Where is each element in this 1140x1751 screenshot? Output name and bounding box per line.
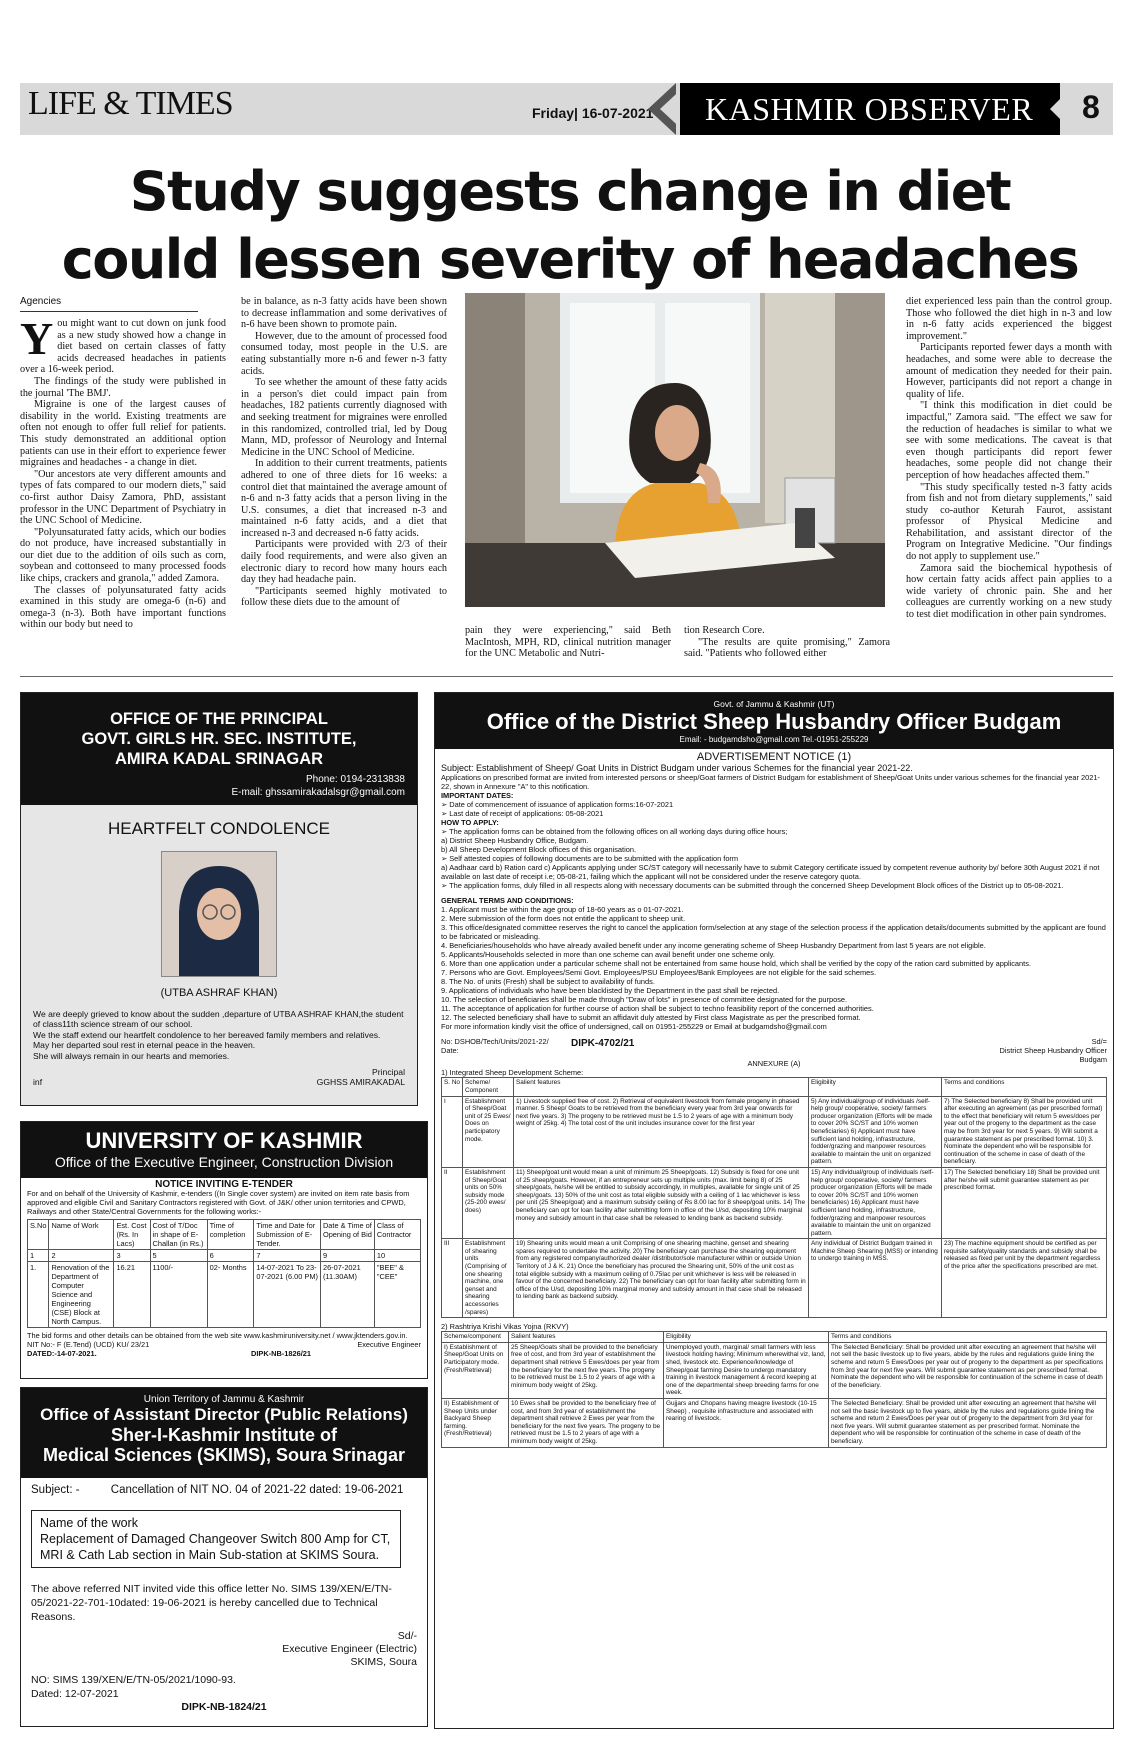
work-box — [31, 1510, 401, 1568]
university-subtitle: Office of the Executive Engineer, Construction Division — [54, 1154, 394, 1170]
table-cell: 10 Ewes shall be provided to the beneficiary free of cost, and from 3rd year of establishment the department shall retrieve 2 Ewes per year from the beneficiary for the next five years. The progeny to be retrieved must be 1.5 to 2 years of age with a minimum body weight of 25kg. — [509, 1398, 664, 1447]
skims-name-2: Medical Sciences (SKIMS), Soura Srinagar — [42, 1445, 406, 1465]
letter-number: NO: SIMS 139/XEN/E/TN-05/2021/1090-93. — [31, 1674, 236, 1686]
line: IMPORTANT DATES: — [441, 791, 514, 801]
person-portrait-icon — [162, 852, 276, 976]
dipk-number: DIPK-NB-1824/21 — [181, 1701, 267, 1713]
tender-date: DATED:-14-07-2021. — [27, 1349, 97, 1358]
paragraph: "Our ancestors ate very different amounts and types of fats compared to our modern diets," said co-first author Daisy Zamora, PhD, assistant professor in the UNC Department of Psychiatry in the UNC School of Medicine. — [20, 468, 226, 527]
table-header: Class of Contractor — [374, 1220, 420, 1250]
sign-office: Budgam — [1079, 1055, 1107, 1065]
terms — [441, 896, 1107, 1031]
paragraph: diet experienced less pain than the control group. Those who followed the diet high in n-3 and low in n-6 fatty acids experienced the biggest improvement." — [906, 296, 1112, 342]
paragraph: We the staff extend our heartfelt condolence to her bereaved family members and relatives. — [33, 1029, 381, 1040]
term: 10. The selection of beneficiaries shall be made through "Draw of lots" in presence of committee designated for the purpose. — [441, 995, 848, 1005]
sign-office: GGHSS AMIRAKADAL — [316, 1077, 405, 1088]
skims-cancellation-ad — [20, 1387, 428, 1727]
table-cell: 26-07-2021 (11.30AM) — [320, 1262, 374, 1328]
table-cell: 3 — [114, 1250, 150, 1262]
table-header: Salient features — [509, 1332, 664, 1343]
headline-line-2: could lessen severity of headaches — [61, 228, 1079, 291]
scheme-2-table — [441, 1331, 1107, 1447]
paragraph: tion Research Core. — [684, 625, 765, 636]
table-header: Cost of T/Doc in shape of E-Challan (in Rs.) — [150, 1220, 207, 1250]
article-photo — [465, 293, 885, 607]
sheep-husbandry-ad — [434, 692, 1114, 1729]
paragraph: "The results are quite promising," Zamora said. "Patients who followed either — [684, 636, 890, 660]
article-column-3b — [684, 625, 890, 660]
office-location: AMIRA KADAL SRINAGAR — [114, 750, 324, 768]
term: For more information kindly visit the office of undersigned, call on 01951-255229 or Email at budgamdsho@gmail.com — [441, 1022, 827, 1032]
table-header: Name of Work — [49, 1220, 114, 1250]
line: ➢ The application forms, duly filled in all respects along with necessary documents can be submitted through the concerned Sheep Development Block offices of the District up to 05-08-2021. — [441, 881, 1064, 891]
paragraph: The classes of polyunsaturated fatty acids examined in this study are omega-6 (n-6) and omega-3 (n-3). Both have important functions within our body but need to — [20, 584, 226, 631]
table-cell: "BEE" & "CEE" — [374, 1262, 420, 1328]
table-cell: Establishment of shearing units (Comprising of one shearing machine, one genset and shearing accessories /spares) — [463, 1239, 514, 1318]
tender-meta — [27, 1340, 421, 1349]
terms-title: GENERAL TERMS AND CONDITIONS: — [441, 896, 574, 906]
sign-title: District Sheep Husbandry Officer — [999, 1046, 1107, 1056]
sheep-office: Office of the District Sheep Husbandry Officer Budgam — [486, 709, 1062, 734]
term: 9. Applications of individuals who have been blacklisted by the Department in the past shall be rejected. — [441, 986, 780, 996]
paragraph: "I think this modification in diet could be impactful," Zamora said. "The effect we saw for the reduction of headaches is similar to what we see with some medications. The caveat is that even though participants did report fewer headaches, some people did not change their perception of how headaches affected them." — [906, 400, 1112, 481]
term: 7. Persons who are Govt. Employees/Semi Govt. Employees/PSU Employees/Bank Employees are not eligible for the said schemes. — [441, 968, 877, 978]
table-cell: 02- Months — [207, 1262, 254, 1328]
paragraph: "This study specifically tested n-3 fatty acids from fish and not from dietary supplements," said study co-author Keturah Faurot, assistant professor of Physical Medicine and Rehabilitation, and assistant director of the Program on Integrative Medicine. "Our findings do not apply to supplement use." — [906, 481, 1112, 563]
sign-office: SKIMS, Soura — [350, 1656, 417, 1668]
table-cell: The Selected Beneficiary: Shall be provided unit after executing an agreement that he/she will not sell the basic livestock up to five years, abide by the rules and regulations guide lining the scheme and return 5 Ewes/Does per year out of progeny to the department as per specifications from 3rd year for next five years. Will submit guarantee statement as per prescribed format. Nominate the dependent who will be responsible for continuation of the scheme in case of death of the beneficiary. — [829, 1342, 1107, 1398]
table-cell: 11) Sheep/goat unit would mean a unit of minimum 25 Sheep/goats. 12) Subsidy is fixed for one unit of 25 sheep/goats. However, if an entrepreneur sets up multiple units (max. limit being 8) of 25 sheep/goats, he/she will be entitled to subsidy accordingly, in multiples, available for single unit of 25 sheep/goats. 13) 50% of the unit cost as total eligible subsidy with a ceiling of 1 lac whichever is less per unit (25 Sheep/goat) and a maximum subsidy ceiling of Rs 8.00 lac for 8 sheep/goat units. 14) The beneficiary can opt for loan facility after submitting form in office of the U/sd, depositing 10% marginal money and subsidy amount in that case shall be released to lending bank as backend subsidy. — [514, 1167, 809, 1238]
paragraph: pain they were experiencing," said Beth MacIntosh, MPH, RD, clinical nutrition manager for the UNC Metabolic and Nutri- — [465, 625, 671, 660]
divider — [20, 311, 198, 312]
article-column-1 — [20, 313, 226, 631]
skims-body — [21, 1478, 427, 1719]
condolence-title: HEARTFELT CONDOLENCE — [108, 819, 330, 838]
table-cell: I) Establishment of Sheep/Goat Units on Participatory mode. (Fresh/Retrieval) — [442, 1342, 509, 1398]
annexure-title: ANNEXURE (A) — [747, 1059, 801, 1069]
article-column-2 — [241, 296, 447, 609]
paragraph: Zamora said the biochemical hypothesis of how certain fatty acids affect pain applies to a wide variety of chronic pain. She and her colleagues are currently working on a new study to test diet modification in other pain syndromes. — [906, 562, 1112, 621]
skims-signature — [31, 1630, 417, 1669]
deceased-name: (UTBA ASHRAF KHAN) — [160, 987, 278, 999]
order-number: No: DSHOB/Tech/Units/2021-22/ — [441, 1037, 549, 1047]
table-header: Salient features — [514, 1078, 809, 1096]
paragraph: May her departed soul rest in eternal peace in the heaven. — [33, 1040, 256, 1051]
paragraph: Participants reported fewer days a month with headaches, and some were able to decrease the amount of medication they needed for their pain. However, participants did not report a change in quality of life. — [906, 342, 1112, 400]
table-header: S.No — [28, 1220, 49, 1250]
skims-header — [21, 1388, 427, 1478]
table-header: S. No — [442, 1078, 463, 1096]
paragraph: To see whether the amount of these fatty acids in a person's diet could impact pain from headaches, 182 patients currently diagnosed with and seeking treatment for migraines were enrolled in this randomized, controlled trial, led by Doug Mann, MD, professor of Neurology and Internal Medicine in the UNC School of Medicine. — [241, 377, 447, 458]
table-header: Terms and conditions — [942, 1078, 1107, 1096]
table-row — [442, 1096, 1107, 1167]
table-header: Scheme/ Component — [463, 1078, 514, 1096]
table-cell: 14-07-2021 To 23-07-2021 (6.00 PM) — [254, 1262, 321, 1328]
table-cell: Establishment of Sheep/Goat unit of 25 Ewes/ Does on participatory mode. — [463, 1096, 514, 1167]
table-cell: Establishment of Sheep/Goat units on 50% subsidy mode (25-200 ewes/ does) — [463, 1167, 514, 1238]
work-title: Name of the work — [40, 1516, 138, 1530]
notice-title: ADVERTISEMENT NOTICE (1) — [696, 751, 852, 763]
dipk-number: DIPK-4702/21 — [571, 1038, 635, 1050]
paragraph: She will always remain in our hearts and memories. — [33, 1050, 230, 1061]
table-cell: III — [442, 1239, 463, 1318]
tender-body — [21, 1178, 427, 1360]
office-title: OFFICE OF THE PRINCIPAL — [110, 710, 328, 728]
paper-name: KASHMIR OBSERVER — [705, 91, 1034, 127]
article-column-4 — [906, 296, 1112, 621]
term: 1. Applicant must be within the age group of 18-60 years as o 01-07-2021. — [441, 905, 684, 915]
nit-number: NIT No:- F (E.Tend) (UCD) KU/ 23/21 — [27, 1340, 150, 1349]
table-cell: Unemployed youth, marginal/ small farmers with less livestock holding having; Minimum wherewithal viz, land, shed, livestock etc. Experience/knowledge of Sheep/goat farming Desire to undergo mandatory training in livestock management & record keeping at one of the departmental sheep breeding farms for one week. — [664, 1342, 829, 1398]
table-header: Date & Time of Opening of Bid — [320, 1220, 374, 1250]
skims-office: Office of Assistant Director (Public Relations) — [40, 1405, 408, 1424]
table-cell: 6 — [207, 1250, 254, 1262]
table-header: Time of completion — [207, 1220, 254, 1250]
sheep-header — [435, 693, 1113, 749]
sheep-body — [435, 749, 1113, 1450]
headline-line-1: Study suggests change in diet — [129, 160, 1011, 223]
sd-mark: Sd/- — [397, 1630, 417, 1642]
signature — [317, 1067, 405, 1088]
govt-label: Govt. of Jammu & Kashmir (UT) — [713, 699, 835, 709]
term: 12. The selected beneficiary shall have to submit an affidavit duly attested by First class Magistrate as per the prescribed format. — [441, 1013, 861, 1023]
letter-date: Dated: 12-07-2021 — [31, 1688, 119, 1700]
condolence-ad — [20, 692, 418, 1106]
inf-note: inf — [33, 1077, 43, 1087]
term: 6. More than one application under a particular scheme shall not be entertained from same house hold, which shall be verified by the copy of the ration card submitted by applicants. — [441, 959, 1031, 969]
order-date: Date: — [441, 1046, 459, 1056]
table-cell: Renovation of the Department of Computer Science and Engineering (CSE) Block at North Campus. — [49, 1262, 114, 1328]
subject-label: Subject: - — [31, 1484, 80, 1496]
table-header: Time and Date for Submission of E-Tender. — [254, 1220, 321, 1250]
term: 2. Mere submission of the form does not entitle the applicant to sheep unit. — [441, 914, 686, 924]
table-header: Est. Cost (Rs. In Lacs) — [114, 1220, 150, 1250]
sign-title: Principal — [372, 1067, 405, 1077]
page-number: 8 — [1082, 89, 1100, 125]
paragraph: The findings of the study were published in the journal 'The BMJ'. — [20, 375, 226, 399]
table-cell: 1100/- — [150, 1262, 207, 1328]
line: b) All Sheep Development Block offices of this organisation. — [441, 845, 637, 855]
dipk-number: DIPK-NB-1826/21 — [251, 1349, 311, 1358]
term: 11. The acceptance of application for further course of action shall be subject to techno feasibility report of the concerned authorities. — [441, 1004, 874, 1014]
sheep-contact: Email: - budgamdsho@gmail.com Tel.-01951-255229 — [679, 735, 869, 744]
tender-table — [27, 1219, 421, 1328]
table-cell: 1 — [28, 1250, 49, 1262]
divider — [20, 676, 1113, 677]
table-cell: 1) Livestock supplied free of cost. 2) Retrieval of equivalent livestock from female progeny in phased manner. 5 Sheep/ Goats to be retrieved from the beneficiary every year from 3rd year onwards for next five years. 3) The progeny to be retrieved must be 1.5 to 2 years of age with a minimum body weight of 25kg. 4) The total cost of the unit includes insurance cover for the first year — [514, 1096, 809, 1167]
table-header: Scheme/component — [442, 1332, 509, 1343]
table-row — [442, 1167, 1107, 1238]
line: ➢ Last date of receipt of applications: 05-08-2021 — [441, 809, 604, 819]
subject-text: Cancellation of NIT NO. 04 of 2021-22 dated: 19-06-2021 — [110, 1484, 404, 1496]
table-header-row — [442, 1332, 1107, 1343]
table-cell: 23) The machine equipment should be certified as per requisite safety/quality standards and subsidy shall be released as fixed per unit by the department regardless of the price after the specifications prescribed are met. — [942, 1239, 1107, 1318]
table-cell: 16.21 — [114, 1262, 150, 1328]
woman-with-headache-illustration — [465, 293, 885, 607]
table-cell: 2 — [49, 1250, 114, 1262]
email: E-mail: ghssamirakadalsgr@gmail.com — [231, 787, 405, 798]
table-cell: 5) Any individual/group of individuals /self-help group/ cooperative, society/ farmers producer organization (Efforts will be made to cover 20% SC/ST and 10% women beneficiaries) 6) Applicant must have sufficient land holding, infrastructure, fodder/grazing and manpower resources available to maintain the unit on organized pattern. — [809, 1096, 942, 1167]
table-cell: 7 — [254, 1250, 321, 1262]
paragraph: In addition to their current treatments, patients adhered to one of three diets for 16 weeks: a control diet that maintained the average amount of n-6 and n-3 fatty acids that a person living in the U.S. consumes, a diet that increased n-3 and maintained n-6 fatty acids, and a diet that increased n-3 and decreased n-6 fatty acids. — [241, 458, 447, 539]
tender-footer: The bid forms and other details can be obtained from the web site www.kashmiruniversity.net / www.jktenders.gov.in. — [27, 1331, 408, 1340]
signatory: Executive Engineer — [357, 1340, 421, 1349]
line: HOW TO APPLY: — [441, 818, 499, 828]
table-cell: Any individual of District Budgam trained in Machine Sheep Shearing (MSS) or intending to undergo training in MSS. — [809, 1239, 942, 1318]
scheme-1-title: 1) Integrated Sheep Development Scheme: — [441, 1068, 584, 1078]
scheme-1-table — [441, 1077, 1107, 1318]
paragraph: be in balance, as n-3 fatty acids have been shown to decrease inflammation and some derivatives of n-6 have been shown to promote pain. — [241, 296, 447, 331]
term: 4. Beneficiaries/households who have already availed benefit under any income generating scheme of Sheep Husbandry Department from last 5 years are not eligible. — [441, 941, 986, 951]
paragraph: ou might want to cut down on junk food as a new study showed how a change in diet based on certain classes of fatty acids decreased headaches in patients over a 16-week period. — [20, 318, 226, 376]
line: a) District Sheep Husbandry Office, Budgam. — [441, 836, 589, 846]
table-cell: 7) The Selected beneficiary 8) Shall be provided unit after executing an agreement (as per prescribed format) to the effect that beneficiary will return 5 ewes/does per year out of the progeny to the department as the case may be from 3rd year for next 5 years. 9) Will submit a guarantee statement as per prescribed format. 10) 3. Nominate the dependent who will be responsible for continuation of the scheme in case of death of the beneficiary. — [942, 1096, 1107, 1167]
table-row — [28, 1250, 421, 1262]
table-cell: 15) Any individual/group of individuals /self-help group/ cooperative, society/ farmers producer organization (Efforts will be made to cover 20% SC/ST and 10% women beneficiaries) 16) Applicant must have sufficient land holding, infrastructure, fodder/grazing and manpower resources available to maintain the unit on organized pattern. — [809, 1167, 942, 1238]
table-row — [442, 1398, 1107, 1447]
university-header — [21, 1122, 427, 1178]
sd-mark: Sd/= — [1091, 1037, 1107, 1047]
table-cell: II) Establishment of Sheep Units under Backyard Sheep farming. (Fresh/Retrieval) — [442, 1398, 509, 1447]
headline — [20, 158, 1120, 294]
tender-notice-title: NOTICE INVITING E-TENDER — [155, 1179, 293, 1190]
line: ➢ The application forms can be obtained from the following offices on all working days during office hours; — [441, 827, 788, 837]
table-cell: Gujjars and Chopans having meagre livestock (10-15 Sheep) , requisite infrastructure and associated with rearing of livestock. — [664, 1398, 829, 1447]
issue-date: Friday| 16-07-2021 — [532, 105, 654, 121]
table-cell: 10 — [374, 1250, 420, 1262]
table-cell: I — [442, 1096, 463, 1167]
drop-cap: Y — [20, 313, 54, 364]
paragraph: "Polyunsaturated fatty acids, which our bodies do not produce, have increased substantially in our diet due to the addition of oils such as corn, soybean and cottonseed to many processed foods like chips, crackers and granola," added Zamora. — [20, 526, 226, 585]
table-cell: 5 — [150, 1250, 207, 1262]
paragraph: Participants were provided with 2/3 of their daily food requirements, and were also given an electronic diary to record how many hours each day they had headache pain. — [241, 539, 447, 586]
table-cell: 25 Sheep/Goats shall be provided to the beneficiary free of cost, and from 3rd year of establishment the department shall retrieve 5 Ewes/does per year from the beneficiary for the next five years. The progeny to be retrieved must be 1.5 to 2 years of age with a minimum body weight of 25kg. — [509, 1342, 664, 1398]
masthead — [20, 83, 1113, 135]
table-cell: 1. — [28, 1262, 49, 1328]
section-name: LIFE & TIMES — [28, 85, 233, 122]
subject-line — [31, 1484, 417, 1496]
table-row — [28, 1262, 421, 1328]
sign-title: Executive Engineer (Electric) — [282, 1643, 417, 1655]
chevron-left-icon — [1050, 83, 1076, 135]
paragraph: However, due to the amount of processed food consumed today, most people in the U.S. are eating substantially more n-6 and fewer n-3 fatty acids. — [241, 330, 447, 377]
paragraph: Migraine is one of the largest causes of disability in the world. Existing treatments are often not enough to offer full relief for patients. This study demonstrated an additional option patients can use in their effort to experience fewer migraines and headaches - a change in diet. — [20, 399, 226, 469]
table-header: Eligibility — [809, 1078, 942, 1096]
office-institute: GOVT. GIRLS HR. SEC. INSTITUTE, — [81, 730, 357, 748]
portrait-photo — [161, 851, 277, 977]
table-row — [442, 1239, 1107, 1318]
tender-intro: For and on behalf of the University of Kashmir, e-tenders ((In Single cover system) are invited on item rate basis from approved and eligible Civil and Sanitary Contractors registered with Govt. of J&K/ other union territories and CPWD, Railways and other State/Central Governments for the following works:- — [27, 1189, 410, 1216]
paragraph: "Participants seemed highly motivated to follow these diets due to the amount of — [241, 585, 447, 609]
table-header: Eligibility — [664, 1332, 829, 1343]
table-cell: The Selected Beneficiary: Shall be provided unit after executing an agreement that he/she will not sell the basic livestock up to five years, abide by the rules and regulations guide lining the scheme and return 2 Ewes/Does per year out of progeny to the department from 3rd year for next five years. Will submit guarantee statement as per prescribed format. Nominate the dependent who will be responsible for continuation of the scheme in case of death of the beneficiary. — [829, 1398, 1107, 1447]
cancellation-text: The above referred NIT invited vide this office letter No. SIMS 139/XEN/E/TN-05/2021-22-701-10dated: 19-06-2021 is hereby cancelled due to Technical Reasons. — [31, 1583, 392, 1623]
subject-line: Subject: Establishment of Sheep/ Goat Units in District Budgam under various Schemes for the financial year 2021-22. — [441, 763, 913, 773]
table-header-row — [28, 1220, 421, 1250]
table-header-row — [442, 1078, 1107, 1096]
table-cell: II — [442, 1167, 463, 1238]
condolence-body — [21, 805, 417, 1105]
ut-label: Union Territory of Jammu & Kashmir — [143, 1394, 305, 1405]
condolence-text — [33, 1009, 405, 1061]
work-description: Replacement of Damaged Changeover Switch 800 Amp for CT, MRI & Cath Lab section in Main Sub-station at SKIMS Soura. — [40, 1532, 391, 1562]
condolence-header — [21, 693, 417, 805]
skims-name-1: Sher-I-Kashmir Institute of — [110, 1425, 338, 1445]
table-cell: 17) The Selected beneficiary 18) Shall be provided unit after he/she will submit guarantee statement as per prescribed format. — [942, 1167, 1107, 1238]
term: 3. This office/designated committee reserves the right to cancel the application form/selection at any stage of the selection process if the application details/documents submitted by the applicant are found to be fabricated or misleading. — [441, 923, 1106, 942]
tender-meta — [27, 1349, 421, 1358]
phone: Phone: 0194-2313838 — [306, 774, 405, 785]
table-cell: 9 — [320, 1250, 374, 1262]
table-header: Terms and conditions — [829, 1332, 1107, 1343]
paragraph: We are deeply grieved to know about the sudden ,departure of UTBA ASHRAF KHAN,the student of class11th science stream of our school. — [33, 1009, 404, 1030]
term: 8. The No. of units (Fresh) shall be subject to availability of funds. — [441, 977, 655, 987]
byline: Agencies — [20, 296, 62, 307]
article-column-3a — [465, 625, 671, 660]
scheme-2-title: 2) Rashtriya Krishi Vikas Yojna (RKVY) — [441, 1322, 569, 1332]
term: 5. Applicants/Households selected in more than one scheme can avail benefit under one scheme only. — [441, 950, 775, 960]
table-cell: 19) Shearing units would mean a unit Comprising of one shearing machine, genset and shearing spares required to undertake the activity. 20) The beneficiary can purchase the shearing equipment from any registered company/authorized dealer /distributor/sole manufacturer within or outside Union Territory of J & K. 21) Once the beneficiary has procured the Shearing unit, 50% of the unit cost as total eligible subsidy with a maximum ceiling of 0.75lac per unit whichever is less will be released in favour of the concerned beneficiary. 22) The beneficiary can opt for loan facility after submitting form in office of the U/sd, depositing 10% marginal money and subsidy amount in that case shall be released to lending bank as backend subsidy. — [514, 1239, 809, 1318]
line: a) Aadhaar card b) Ration card c) Applicants applying under SC/ST category will necessarily have to submit Category certificate issued by competent revenue authority by/ before 30th August 2021 if not available on last date of receipt i.e; 05-08-21, failing which the applicant will not be considered under the reserve category quota. — [441, 863, 1100, 882]
university-title: UNIVERSITY OF KASHMIR — [85, 1128, 363, 1153]
table-row — [442, 1342, 1107, 1398]
line: ➢ Self attested copies of following documents are to be submitted with the application form — [441, 854, 739, 864]
line: ➢ Date of commencement of issuance of application forms:16-07-2021 — [441, 800, 674, 810]
intro-text: Applications on prescribed format are invited from interested persons or sheep/Goat farmers of District Budgam for establishment of Sheep/Goat Units under various schemes for the financial year 2021-22, shown in Annexure "A" to this notification. — [441, 773, 1100, 792]
university-tender-ad — [20, 1121, 428, 1379]
instructions — [441, 791, 1107, 890]
